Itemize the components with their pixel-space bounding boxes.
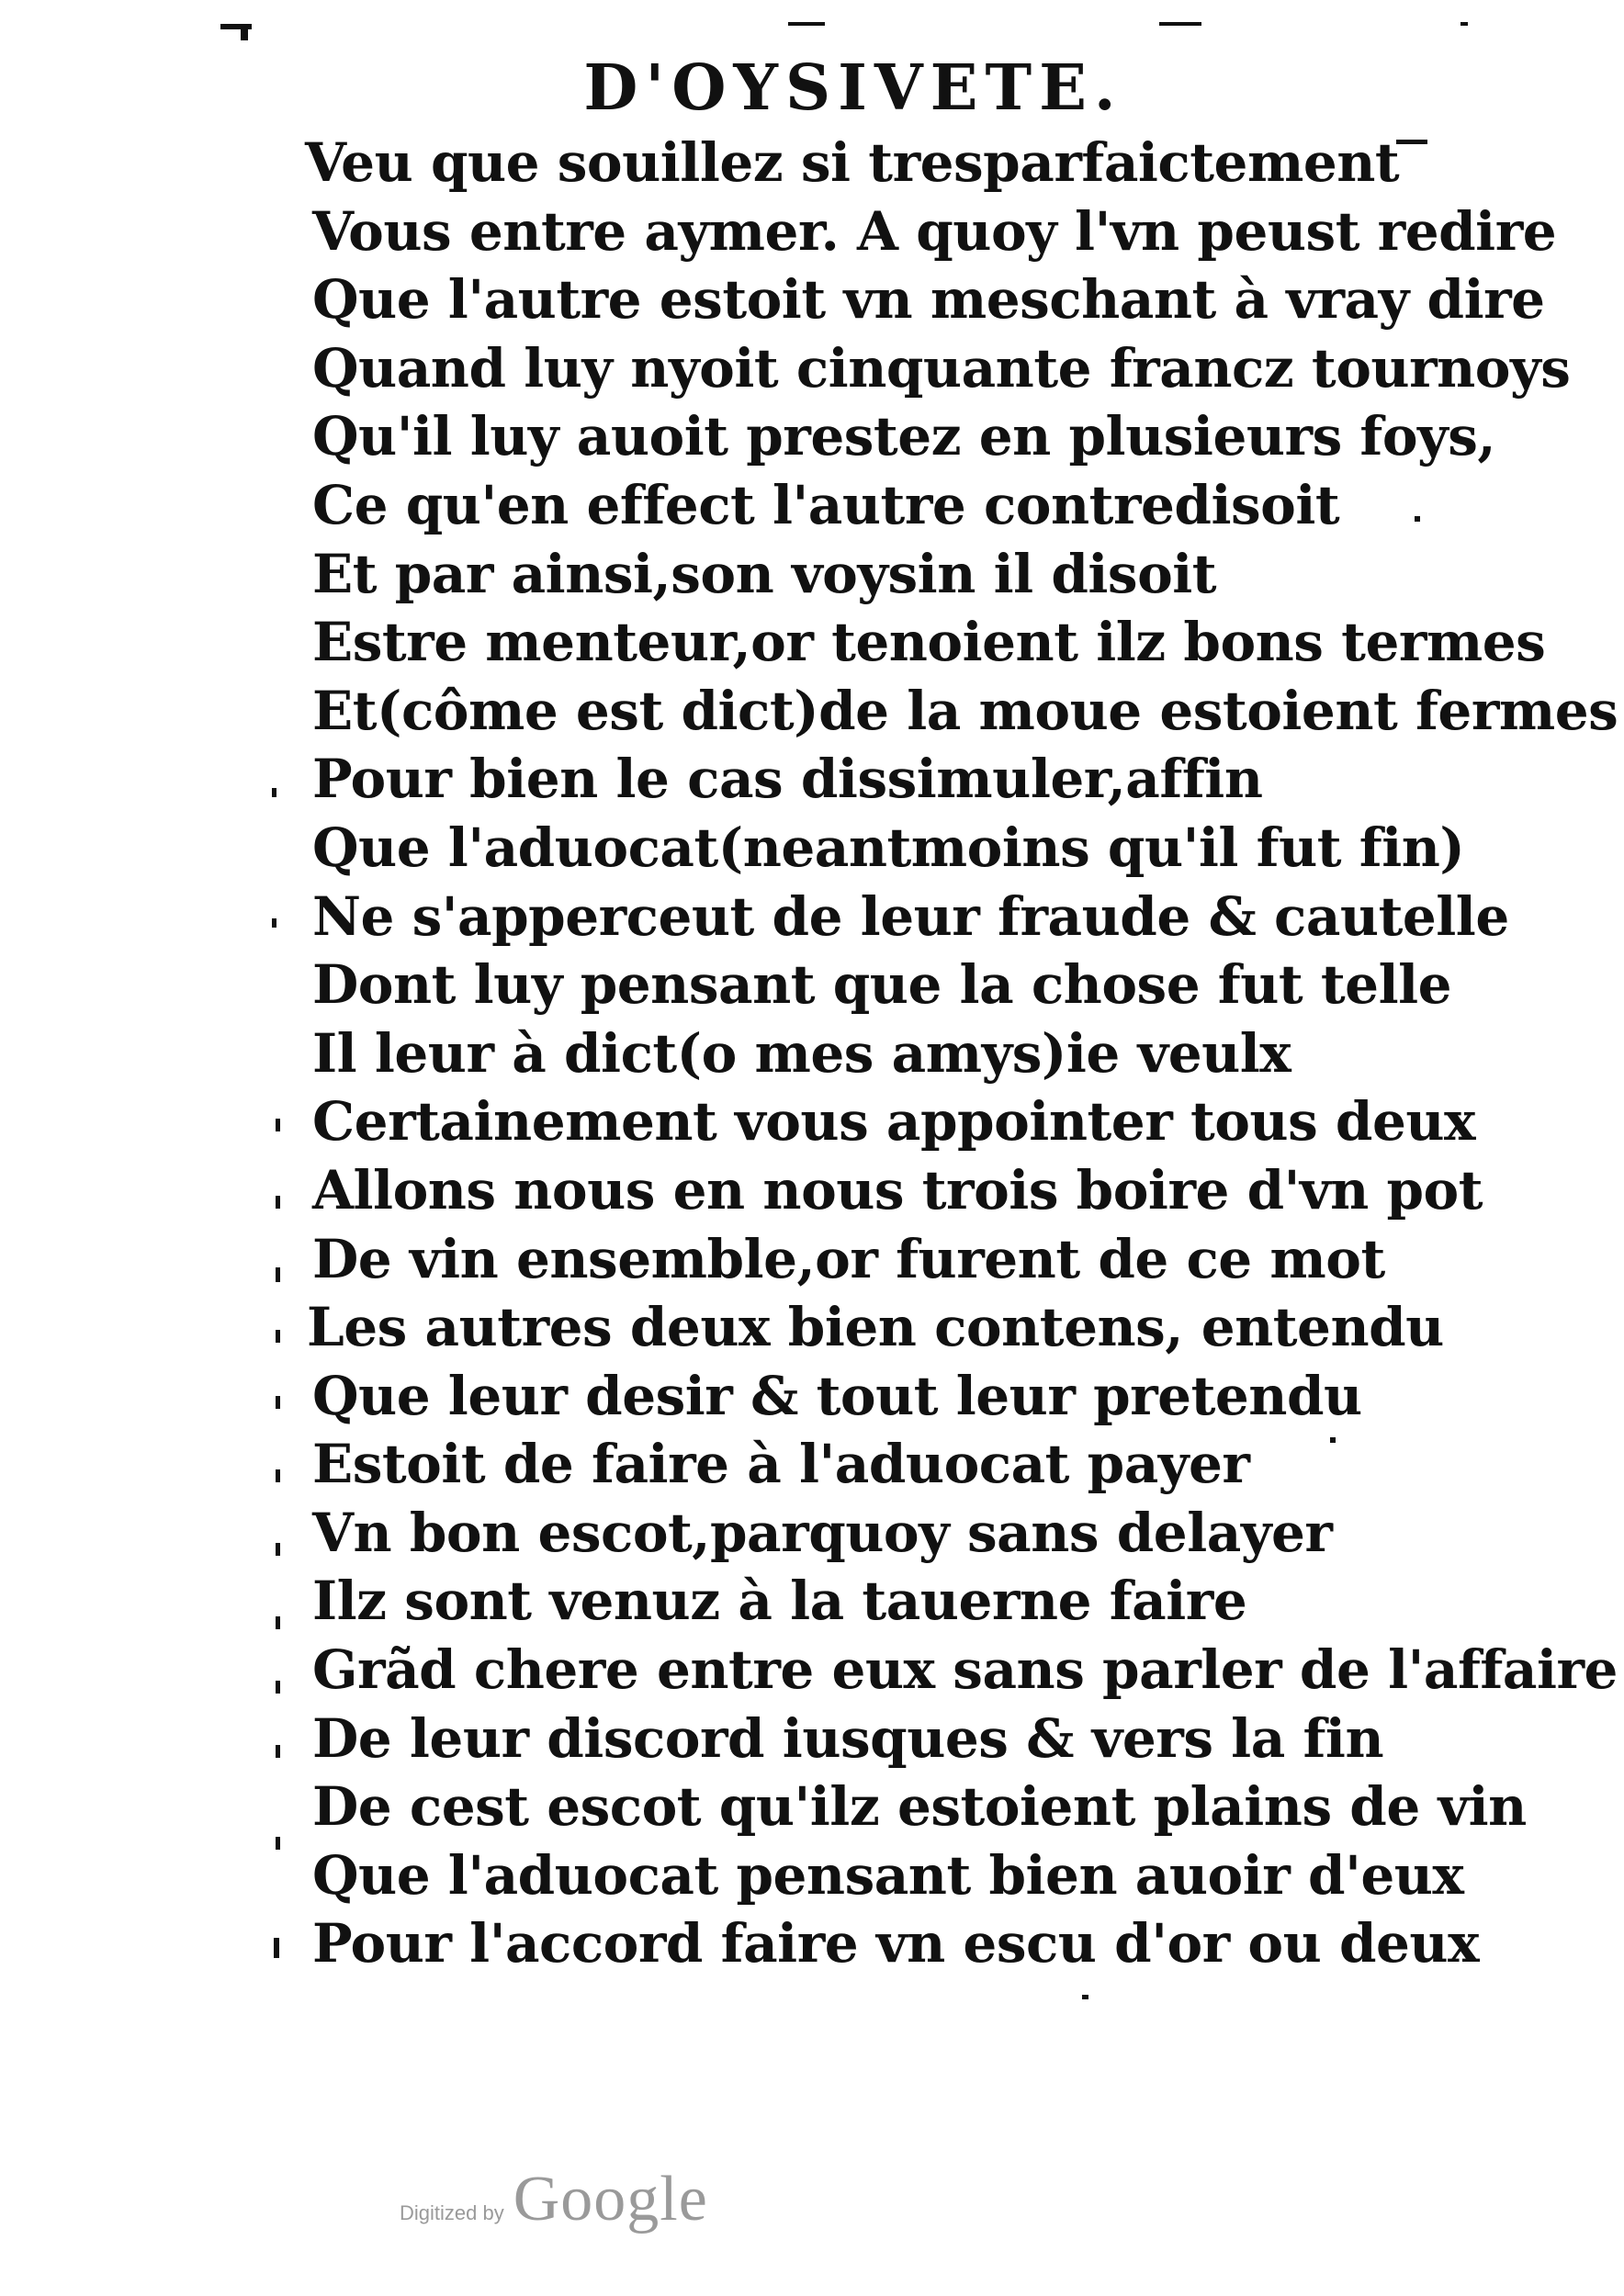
gutter-speck xyxy=(276,1119,280,1131)
top-right-ink-mark-2 xyxy=(1460,22,1468,26)
verse-line: Que leur desir & tout leur pretendu xyxy=(312,1364,1362,1427)
google-logo-text: Google xyxy=(513,2164,708,2234)
verse-line: Vn bon escot,parquoy sans delayer xyxy=(312,1501,1333,1564)
digitized-by-google-watermark xyxy=(400,2163,708,2236)
verse-line: Pour l'accord faire vn escu d'or ou deux xyxy=(312,1912,1480,1975)
verse-line: Certainement vous appointer tous deux xyxy=(312,1090,1476,1154)
verse-line: Dont luy pensant que la chose fut telle xyxy=(312,953,1452,1017)
verse-line: Vous entre aymer. A quoy l'vn peust redire xyxy=(312,199,1557,263)
verse-line: Qu'il luy auoit prestez en plusieurs foys, xyxy=(312,405,1496,468)
text-speck xyxy=(1082,1995,1088,1999)
verse-line: De leur discord iusques & vers la fin xyxy=(312,1706,1384,1770)
verse-line: Ilz sont venuz à la tauerne faire xyxy=(312,1570,1247,1633)
verse-line: Que l'aduocat pensant bien auoir d'eux xyxy=(312,1843,1464,1907)
verse-line: Estoit de faire à l'aduocat payer xyxy=(312,1433,1250,1496)
gutter-speck xyxy=(276,1681,280,1694)
verse-block xyxy=(305,129,1618,1978)
gutter-speck xyxy=(274,1938,279,1958)
gutter-speck xyxy=(276,1330,280,1343)
gutter-speck xyxy=(276,1396,280,1409)
gutter-speck xyxy=(276,1469,280,1482)
verse-line: De vin ensemble,or furent de ce mot xyxy=(312,1227,1385,1290)
gutter-speck xyxy=(276,1196,280,1209)
verse-line: Que l'autre estoit vn meschant à vray dire xyxy=(312,268,1545,332)
gutter-speck xyxy=(276,1837,280,1850)
verse-line: Les autres deux bien contens, entendu xyxy=(307,1296,1444,1359)
gutter-speck xyxy=(272,918,276,928)
verse-line: Veu que souillez si tresparfaictement xyxy=(305,131,1400,194)
verse-line: Pour bien le cas dissimuler,affin xyxy=(312,748,1263,811)
verse-line: Ce qu'en effect l'autre contredisoit xyxy=(312,473,1340,536)
verse-line: Et(côme est dict)de la moue estoient fermes xyxy=(312,679,1618,742)
gutter-speck xyxy=(276,1267,280,1282)
top-right-ink-mark xyxy=(1159,22,1201,26)
running-head: D'OYSIVETE. xyxy=(583,51,1123,125)
verse-line: Que l'aduocat(neantmoins qu'il fut fin) xyxy=(312,816,1465,879)
verse-line: De cest escot qu'ilz estoient plains de vin xyxy=(312,1775,1527,1839)
verse-line: Il leur à dict(o mes amys)ie veulx xyxy=(312,1021,1291,1085)
digitized-by-label: Digitized by xyxy=(400,2201,504,2224)
verse-line: Allons nous en nous trois boire d'vn pot xyxy=(312,1158,1483,1221)
gutter-speck xyxy=(276,1616,280,1629)
gutter-speck xyxy=(276,1745,280,1758)
gutter-speck xyxy=(272,788,276,797)
verse-line: Et par ainsi,son voysin il disoit xyxy=(312,542,1217,605)
verse-line: Estre menteur,or tenoient ilz bons termes xyxy=(312,611,1546,674)
gutter-speck xyxy=(276,1543,280,1556)
verse-line: Grãd chere entre eux sans parler de l'affaire xyxy=(312,1638,1618,1702)
verse-line: Ne s'apperceut de leur fraude & cautelle xyxy=(312,884,1509,948)
top-center-ink-mark xyxy=(788,22,825,26)
verse-line: Quand luy nyoit cinquante francz tournoys xyxy=(312,336,1571,400)
top-left-ink-mark-2 xyxy=(241,28,248,40)
